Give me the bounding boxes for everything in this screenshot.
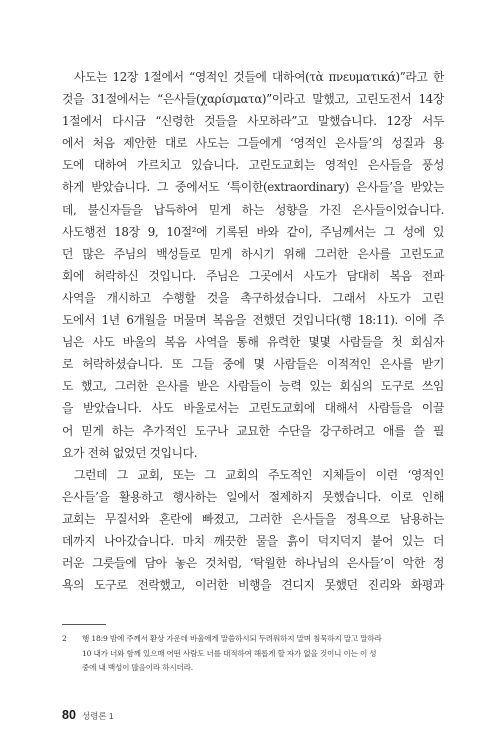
text-line: 님은 사도 바울의 복음 사역을 통해 유력한 몇몇 사람들을 첫 회심자 bbox=[62, 335, 444, 350]
text-line: 던 많은 주님의 백성들로 믿게 하시기 위해 그러한 은사를 고린도교 bbox=[62, 246, 444, 261]
text-line: 그런데 그 교회, 또는 그 교회의 주도적인 지체들이 이런 ‘영적인 bbox=[74, 467, 444, 482]
text-line: 에서 처음 제안한 대로 사도는 그들에게 ‘영적인 은사들’의 성질과 용 bbox=[62, 136, 444, 151]
text-line: 로 허락하셨습니다. 또 그들 중에 몇 사람들은 이적적인 은사를 받기 bbox=[62, 357, 444, 372]
text-line: 도에서 1년 6개월을 머물며 복음을 전했던 것입니다(행 18:11). 이에 주 bbox=[62, 313, 444, 328]
footnote-line bbox=[62, 632, 444, 647]
text-line: 것을 31절에서는 “은사들(χαρίσματα)”이라고 말했고, 고린도전서 14장 bbox=[62, 92, 444, 107]
footnote-divider bbox=[62, 624, 106, 625]
text-line: 요가 전혀 없었던 것입니다. bbox=[62, 445, 198, 460]
text-line: 도에 대하여 가르치고 있습니다. 고린도교회는 영적인 은사들을 풍성 bbox=[62, 158, 444, 173]
footnote-line: 중에 내 백성이 많음이라 하시더라. bbox=[82, 663, 193, 672]
text-line: 을 받았습니다. 사도 바울로서는 고린도교회에 대해서 사람들을 이끌 bbox=[62, 401, 444, 416]
page-number: 80 bbox=[62, 708, 76, 722]
paragraph-1 bbox=[62, 66, 444, 464]
footnote-number: 2 bbox=[62, 634, 67, 643]
text-line: 사역을 개시하고 수행할 것을 촉구하셨습니다. 그래서 사도가 고린 bbox=[62, 290, 444, 305]
text-line: 데, 불신자들을 납득하여 믿게 하는 성향을 가진 은사들이었습니다. bbox=[62, 202, 444, 217]
text-line: 러운 그릇들에 담아 놓은 것처럼, ‘탁월한 하나님의 은사들’이 악한 정 bbox=[62, 556, 444, 571]
page-footer bbox=[62, 706, 114, 724]
text-line: 데까지 나아갔습니다. 마치 깨끗한 물을 흙이 덕지덕지 붙어 있는 더 bbox=[62, 533, 444, 548]
text-line: 사도행전 18장 9, 10절²에 기록된 바와 같이, 주님께서는 그 성에 있 bbox=[62, 224, 444, 239]
text-line: 어 믿게 하는 추가적인 도구나 교묘한 수단을 강구하려고 애를 쓸 필 bbox=[62, 423, 444, 438]
text-line: 교회는 무질서와 혼란에 빠졌고, 그러한 은사들을 정욕으로 남용하는 bbox=[62, 511, 444, 526]
text-line: 회에 허락하신 것입니다. 주님은 그곳에서 사도가 담대히 복음 전파 bbox=[62, 268, 444, 283]
body-text bbox=[62, 66, 444, 596]
text-line: 도 했고, 그러한 은사를 받은 사람들이 능력 있는 회심의 도구로 쓰임 bbox=[62, 379, 444, 394]
text-line: 하게 받았습니다. 그 중에서도 ‘특이한(extraordinary) 은사들’을 받았는 bbox=[62, 180, 444, 195]
text-line: 욕의 도구로 전락했고, 이러한 비행을 견디지 못했던 진리와 화평과 bbox=[62, 578, 444, 593]
running-title: 성령론 1 bbox=[81, 711, 114, 721]
text-line: 은사들’을 활용하고 행사하는 일에서 절제하지 못했습니다. 이로 인해 bbox=[62, 489, 444, 504]
text-line: 사도는 12장 1절에서 “영적인 것들에 대하여(τὰ πνευματικά)”라고 한 bbox=[74, 70, 444, 84]
paragraph-2 bbox=[62, 464, 444, 597]
footnote bbox=[62, 632, 444, 676]
text-line: 1절에서 다시금 “신령한 것들을 사모하라”고 말했습니다. 12장 서두 bbox=[62, 114, 444, 129]
footnote-text: 행 18:9 밤에 주께서 환상 가운데 바울에게 말씀하시되 두려워하지 말며 침묵하지 말고 말하라 bbox=[82, 634, 382, 643]
footnote-line: 10 내가 너와 함께 있으매 어떤 사람도 너를 대적하여 해롭게 할 자가 없을 것이니 이는 이 성 bbox=[82, 648, 377, 658]
